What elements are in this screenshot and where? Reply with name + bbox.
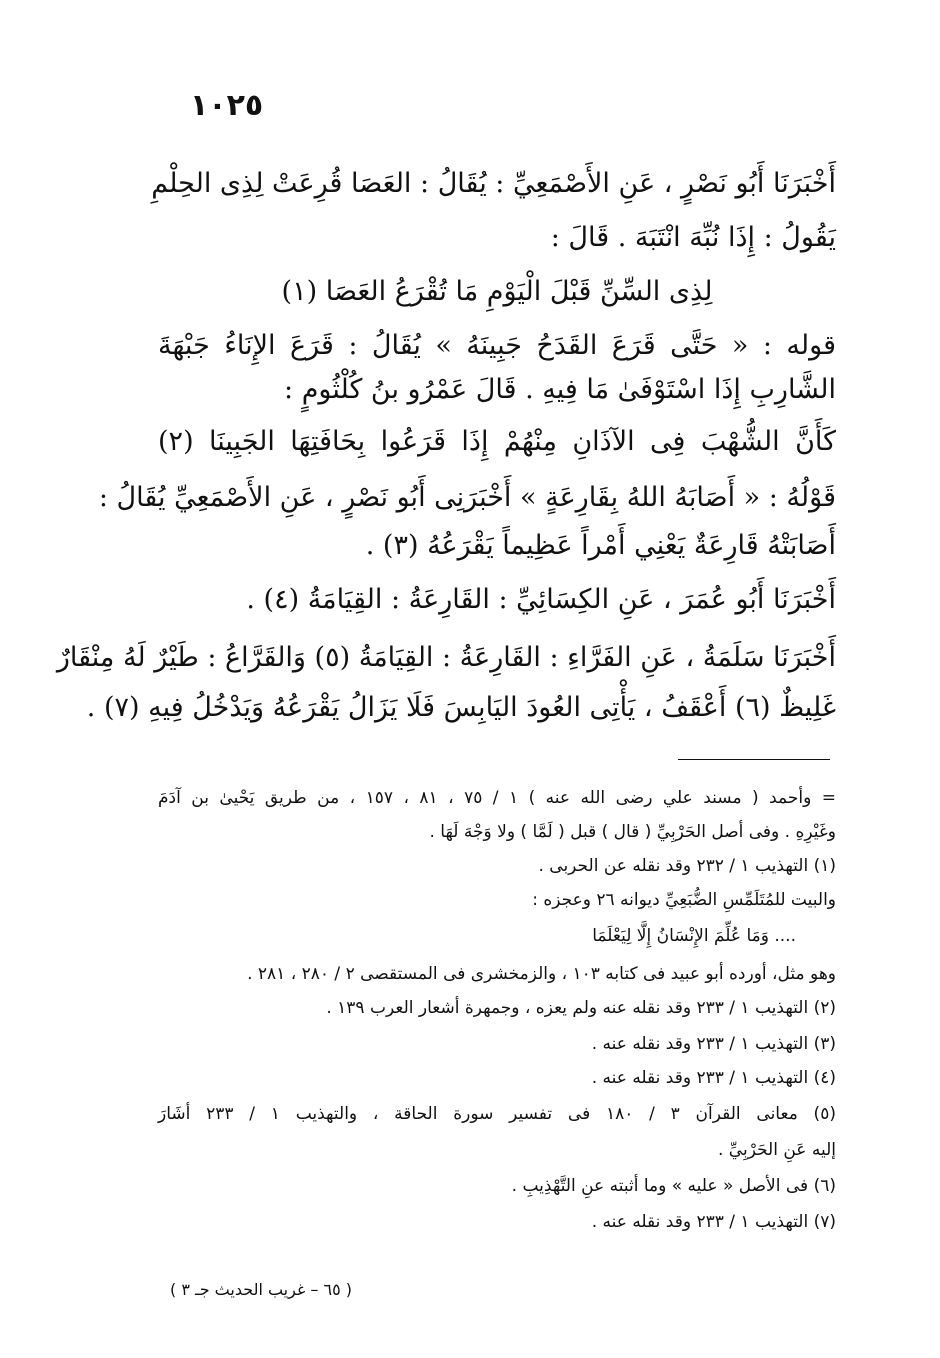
main-line-2: يَقُولُ : إِذَا نُبِّهَ انْتَبَهَ . قَالَ :: [550, 222, 836, 253]
main-line-7: أَخْبَرَنَا أَبُو عُمَرَ ، عَنِ الكِسَائِيِّ : القَارِعَةُ : القِيَامَةُ (٤) .: [246, 584, 836, 615]
footnote-line-3: (١) التهذيب ١ / ٢٣٢ وقد نقله عن الحربى .: [538, 856, 836, 876]
main-line-3: قوله : « حَتَّى قَرَعَ القَدَحُ جَبِينَهُ » يُقَالُ : قَرَعَ الإِنَاءُ جَبْهَةَ: [158, 330, 836, 361]
footnote-line-2: وغَيْرِهِ . وفى أصل الحَرْبِيِّ ( قال ) قبل ( لَمَّا ) ولا وَجْهَ لَهَا .: [429, 822, 836, 842]
main-line-6: أَصَابَتْهُ قَارِعَةٌ يَعْنِي أَمْراً عَظِيماً يَقْرَعُهُ (٣) .: [365, 530, 836, 561]
verse-line-2: كَأَنَّ الشُّهْبَ فِى الآذَانِ مِنْهُمْ إِذَا قَرَعُوا بِحَافَتِهَا الجَبِينَا (٢): [158, 426, 836, 457]
footnote-line-12: (٧) التهذيب ١ / ٢٣٣ وقد نقله عنه .: [591, 1212, 836, 1232]
footnote-verse: .... وَمَا عُلِّمَ الإِنْسَانُ إِلَّا لِيَعْلَمَا: [592, 926, 796, 946]
footnote-separator: [678, 759, 830, 760]
footnote-line-6: (٢) التهذيب ١ / ٢٣٣ وقد نقله عنه ولم يعزه ، وجمهرة أشعار العرب ١٣٩ .: [326, 998, 836, 1018]
main-line-5: قَوْلُهُ : « أَصَابَهُ اللهُ بِقَارِعَةٍ » أَخْبَرَنِى أَبُو نَصْرٍ ، عَنِ الأَصْمَعِيِّ يُقَالُ :: [98, 482, 836, 513]
page-footer: ( ٦٥ – غريب الحديث جـ ٣ ): [170, 1280, 353, 1299]
page-number: ١٠٢٥: [190, 88, 264, 123]
footnote-line-5: وهو مثل، أورده أبو عبيد فى كتابه ١٠٣ ، والزمخشرى فى المستقصى ٢ / ٢٨٠ ، ٢٨١ .: [247, 964, 836, 984]
footnote-line-4: والبيت للمُتَلَمِّسِ الضُّبَعِيِّ ديوانه ٢٦ وعجزه :: [532, 890, 836, 910]
footnote-line-7: (٣) التهذيب ١ / ٢٣٣ وقد نقله عنه .: [591, 1034, 836, 1054]
verse-line-1: لِذِى السِّنِّ قَبْلَ الْيَوْمِ مَا تُقْرَعُ العَصَا (١): [281, 276, 713, 307]
footnote-line-9: (٥) معانى القرآن ٣ / ١٨٠ فى تفسير سورة الحاقة ، والتهذيب ١ / ٢٣٣ أشَارَ: [158, 1104, 836, 1124]
main-line-1: أَخْبَرَنَا أَبُو نَصْرٍ ، عَنِ الأَصْمَعِيِّ : يُقَالُ : العَصَا قُرِعَتْ لِذِى الحِلْمِ: [151, 168, 836, 199]
footnote-line-10: إليه عَنِ الحَرْبِيِّ .: [717, 1140, 836, 1160]
footnote-line-11: (٦) فى الأصل « عليه » وما أثبته عنِ التَّهْذِيبِ .: [511, 1176, 836, 1196]
main-line-9: غَلِيظٌ (٦) أَعْقَفُ ، يَأْتِى العُودَ اليَابِسَ فَلَا يَزَالُ يَقْرَعُهُ وَيَدْخُلُ فِيهِ (٧) .: [86, 692, 836, 723]
main-line-8: أَخْبَرَنَا سَلَمَةُ ، عَنِ الفَرَّاءِ : القَارِعَةُ : القِيَامَةُ (٥) وَالقَرَّاعُ : طَيْرٌ لَهُ مِنْقَارٌ: [56, 642, 836, 673]
main-line-4: الشَّارِبِ إِذَا اسْتَوْفَىٰ مَا فِيهِ . قَالَ عَمْرُو بنُ كُلْثُومٍ :: [284, 374, 836, 405]
footnote-line-8: (٤) التهذيب ١ / ٢٣٣ وقد نقله عنه .: [591, 1068, 836, 1088]
footnote-line-1: = وأحمد ( مسند علي رضى الله عنه ) ١ / ٧٥ ، ٨١ ، ١٥٧ ، من طريق يَحْيىٰ بن آدَمَ: [158, 788, 837, 808]
